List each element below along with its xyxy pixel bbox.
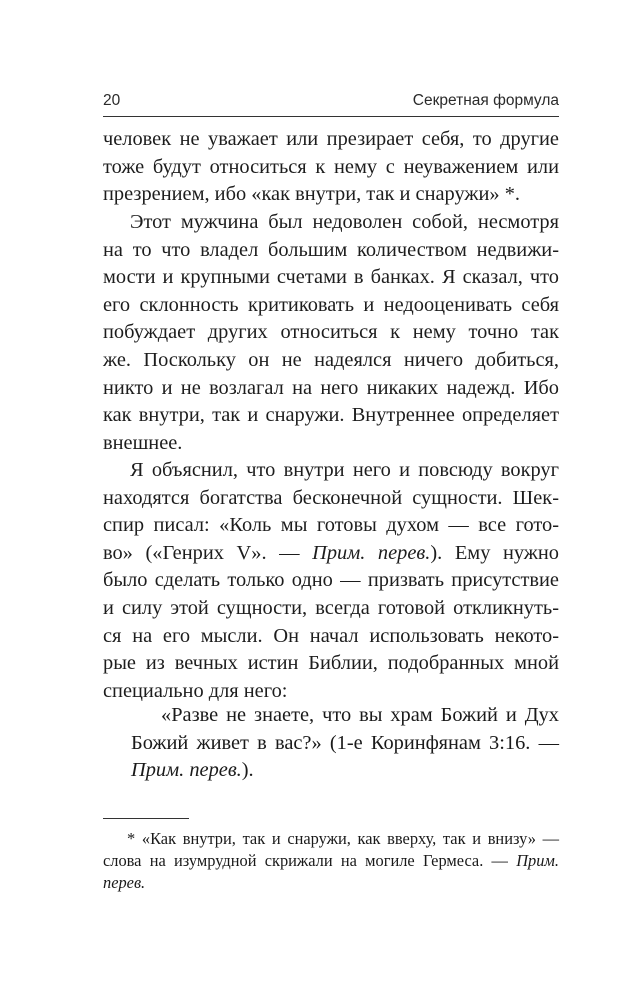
text-line: тоже будут относиться к нему с неуважением или xyxy=(103,155,559,178)
paragraph-1 xyxy=(103,126,559,209)
text-run: слова на изумрудной скрижали на могиле Гермеса. — xyxy=(103,851,517,870)
paragraph-2 xyxy=(103,209,559,457)
text-line: спир писал: «Коль мы готовы духом — все гото- xyxy=(103,514,559,537)
text-line: рые из вечных истин Библии, подобранных мной xyxy=(103,652,559,675)
text-line: внешнее. xyxy=(103,431,183,454)
text-line: и силу этой сущности, всегда готовой откликнуть- xyxy=(103,596,559,619)
italic-note: Прим. xyxy=(516,851,559,870)
text-line: Этот мужчина был недоволен собой, несмотря xyxy=(130,211,559,233)
text-line: же. Поскольку он не надеялся ничего добиться, xyxy=(103,348,559,371)
text-line: Я объяснил, что внутри него и повсюду вокруг xyxy=(130,459,559,481)
text-line: мости и крупными счетами в банках. Я сказал, что xyxy=(103,266,559,289)
header-rule xyxy=(103,116,559,117)
text-line: как внутри, так и снаружи. Внутреннее определяет xyxy=(103,404,559,427)
italic-note: Прим. перев. xyxy=(131,759,242,782)
page-number: 20 xyxy=(103,92,121,109)
text-line: специально для него: xyxy=(103,679,288,702)
text-line: никто и не возлагал на него никаких надежд. Ибо xyxy=(103,376,559,399)
footnote-line xyxy=(103,850,559,872)
footnote-rule xyxy=(103,818,189,819)
running-title: Секретная формула xyxy=(412,92,559,109)
text-line: человек не уважает или презирает себя, то другие xyxy=(103,128,559,150)
text-line: побуждает других относиться к нему точно так xyxy=(103,321,559,344)
quote-line: Божий живет в вас?» (1-е Коринфянам 3:16. — xyxy=(131,731,559,754)
italic-note: Прим. перев. xyxy=(312,541,431,564)
quote-line: «Разве не знаете, что вы храм Божий и Дух xyxy=(161,704,559,726)
text-line xyxy=(103,540,559,568)
quote-line xyxy=(131,757,559,785)
text-run: ). Ему нужно xyxy=(430,541,559,564)
footnote xyxy=(103,828,559,894)
text-line: его склонность критиковать и недооценивать себя xyxy=(103,293,559,316)
text-line: было сделать только одно — призвать присутствие xyxy=(103,569,559,592)
text-line: находятся богатства бесконечной сущности. Шек- xyxy=(103,486,559,509)
italic-note: перев. xyxy=(103,873,146,892)
block-quote xyxy=(131,702,559,785)
text-run: ). xyxy=(241,759,254,782)
text-run: во» («Генрих V». — xyxy=(103,541,313,564)
text-line: презрением, ибо «как внутри, так и снаружи» *. xyxy=(103,183,520,206)
footnote-line: * «Как внутри, так и снаружи, как вверху, так и внизу» — xyxy=(127,829,559,848)
running-header xyxy=(103,92,559,114)
text-line: ся на его мысли. Он начал использовать некото- xyxy=(103,624,559,647)
text-line: на то что владел большим количеством недвижи- xyxy=(103,238,559,261)
paragraph-3 xyxy=(103,457,559,705)
footnote-line xyxy=(103,872,559,894)
